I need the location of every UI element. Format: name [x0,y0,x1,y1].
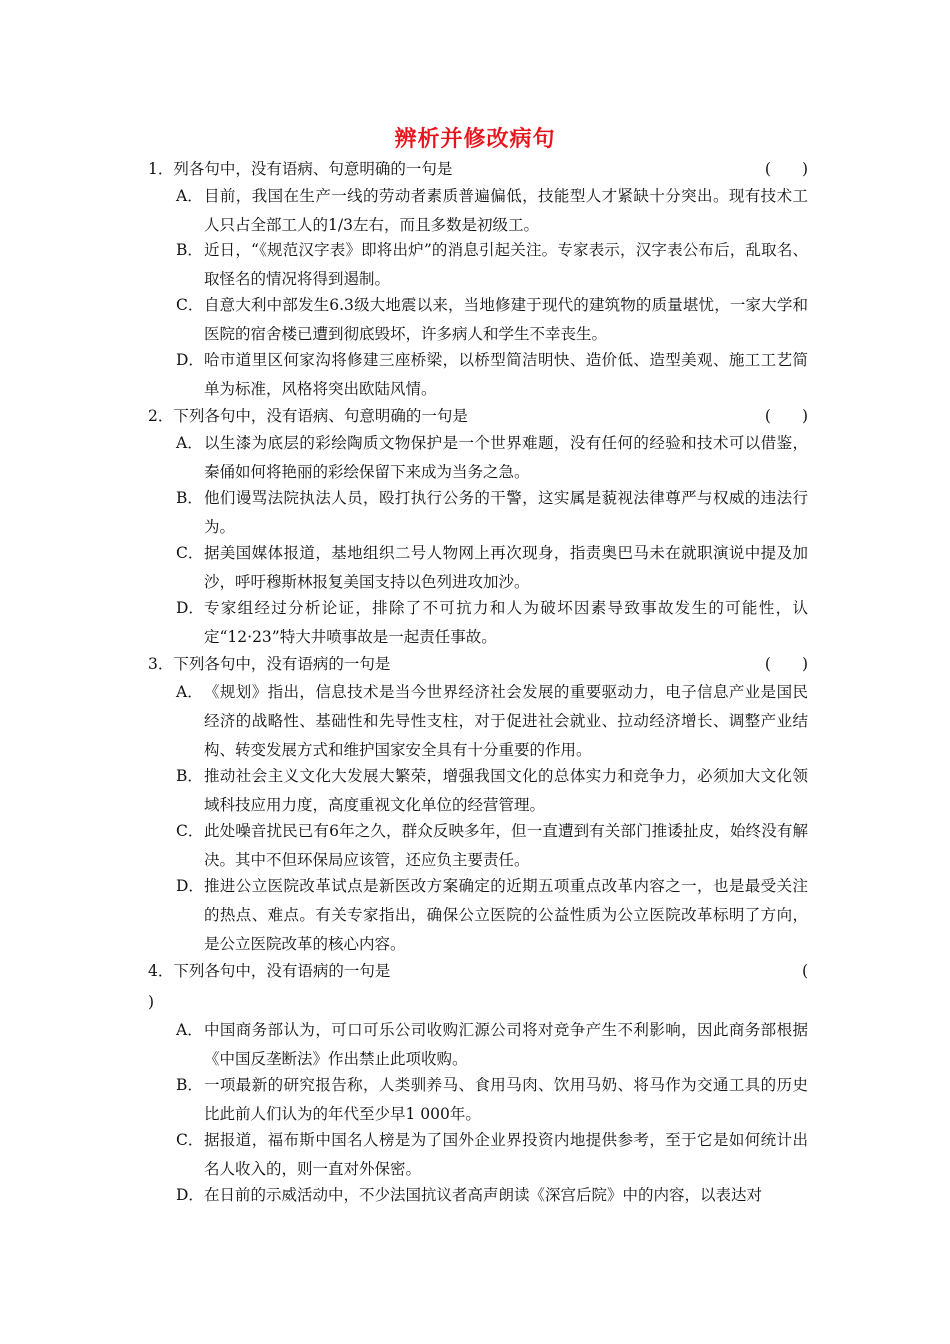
question-4-option-b [176,1071,808,1129]
option-text: 以生漆为底层的彩绘陶质文物保护是一个世界难题，没有任何的经验和技术可以借鉴，秦俑如何将艳丽的彩绘保留下来成为当务之急。 [204,434,808,481]
question-1-option-a [176,182,808,240]
option-text: 一项最新的研究报告称，人类驯养马、食用马肉、饮用马奶、将马作为交通工具的历史比此前人们认为的年代至少早1 000年。 [204,1076,808,1123]
option-letter: B． [176,767,203,785]
question-2-option-a [176,429,808,487]
option-letter: A． [176,683,203,701]
question-3-stem [148,652,808,676]
option-text: 推进公立医院改革试点是新医改方案确定的近期五项重点改革内容之一，也是最受关注的热点、难点。有关专家指出，确保公立医院的公益性质为公立医院改革标明了方向，是公立医院改革的核心内容。 [204,877,808,953]
question-stem-text: 3．下列各句中，没有语病的一句是 [148,655,391,673]
answer-blank: ( ) [764,655,808,673]
option-letter: D． [176,599,204,617]
question-1-option-c [176,291,808,349]
question-2-option-d [176,594,808,652]
option-letter: C． [176,822,204,840]
question-3-option-d [176,872,808,959]
question-1-option-d [176,346,808,404]
option-text: 专家组经过分析论证，排除了不可抗力和人为破坏因素导致事故发生的可能性，认定“12·23”特大井喷事故是一起责任事故。 [204,599,808,646]
question-1-option-b [176,236,808,294]
option-text: 《规划》指出，信息技术是当今世界经济社会发展的重要驱动力，电子信息产业是国民经济的战略性、基础性和先导性支柱，对于促进社会就业、拉动经济增长、调整产业结构、转变发展方式和维护国家安全具有十分重要的作用。 [204,683,808,759]
answer-blank: ( ) [764,160,808,178]
question-4-stem [148,959,808,983]
question-1-stem [148,157,808,181]
option-letter: B． [176,241,203,259]
question-stem-text: 2．下列各句中，没有语病、句意明确的一句是 [148,407,468,425]
option-text: 他们谩骂法院执法人员，殴打执行公务的干警，这实属是藐视法律尊严与权威的违法行为。 [204,489,808,536]
option-text: 据报道，福布斯中国名人榜是为了国外企业界投资内地提供参考，至于它是如何统计出名人收入的，则一直对外保密。 [204,1131,808,1178]
option-text: 目前，我国在生产一线的劳动者素质普遍偏低，技能型人才紧缺十分突出。现有技术工人只占全部工人的1/3左右，而且多数是初级工。 [204,187,808,234]
question-2-option-c [176,539,808,597]
question-3-option-a [176,678,808,765]
question-4-option-d [176,1181,808,1210]
option-text: 在日前的示威活动中，不少法国抗议者高声朗读《深宫后院》中的内容，以表达对 [204,1186,763,1204]
question-2-stem [148,404,808,428]
option-text: 自意大利中部发生6.3级大地震以来，当地修建于现代的建筑物的质量堪忧，一家大学和医院的宿舍楼已遭到彻底毁坏，许多病人和学生不幸丧生。 [204,296,808,343]
option-letter: A． [176,1021,203,1039]
answer-blank: ( [801,962,808,980]
question-3-option-b [176,762,808,820]
option-text: 中国商务部认为，可口可乐公司收购汇源公司将对竞争产生不利影响，因此商务部根据《中国反垄断法》作出禁止此项收购。 [204,1021,808,1068]
option-letter: C． [176,544,204,562]
option-letter: B． [176,489,203,507]
option-letter: D． [176,877,204,895]
option-letter: C． [176,296,204,314]
option-letter: B． [176,1076,203,1094]
option-letter: A． [176,187,203,205]
option-letter: A． [176,434,203,452]
option-letter: D． [176,351,204,369]
option-text: 据美国媒体报道，基地组织二号人物网上再次现身，指责奥巴马未在就职演说中提及加沙，呼吁穆斯林报复美国支持以色列进攻加沙。 [204,544,808,591]
option-letter: D． [176,1186,204,1204]
option-text: 此处噪音扰民已有6年之久，群众反映多年，但一直遭到有关部门推诿扯皮，始终没有解决。其中不但环保局应该管，还应负主要责任。 [204,822,808,869]
option-letter: C． [176,1131,204,1149]
answer-blank-tail: ) [148,993,155,1011]
question-4-option-a [176,1016,808,1074]
question-stem-text: 4．下列各句中，没有语病的一句是 [148,962,391,980]
question-2-option-b [176,484,808,542]
answer-blank: ( ) [764,407,808,425]
question-4-option-c [176,1126,808,1184]
option-text: 哈市道里区何家沟将修建三座桥梁，以桥型简洁明快、造价低、造型美观、施工工艺简单为标准，风格将突出欧陆风情。 [204,351,808,398]
option-text: 推动社会主义文化大发展大繁荣，增强我国文化的总体实力和竞争力，必须加大文化领域科技应用力度，高度重视文化单位的经营管理。 [204,767,808,814]
page-title: 辨析并修改病句 [394,126,556,152]
question-stem-text: 1．列各句中，没有语病、句意明确的一句是 [148,160,453,178]
option-text: 近日，“《规范汉字表》即将出炉”的消息引起关注。专家表示，汉字表公布后，乱取名、取怪名的情况将得到遏制。 [204,241,808,288]
question-3-option-c [176,817,808,875]
